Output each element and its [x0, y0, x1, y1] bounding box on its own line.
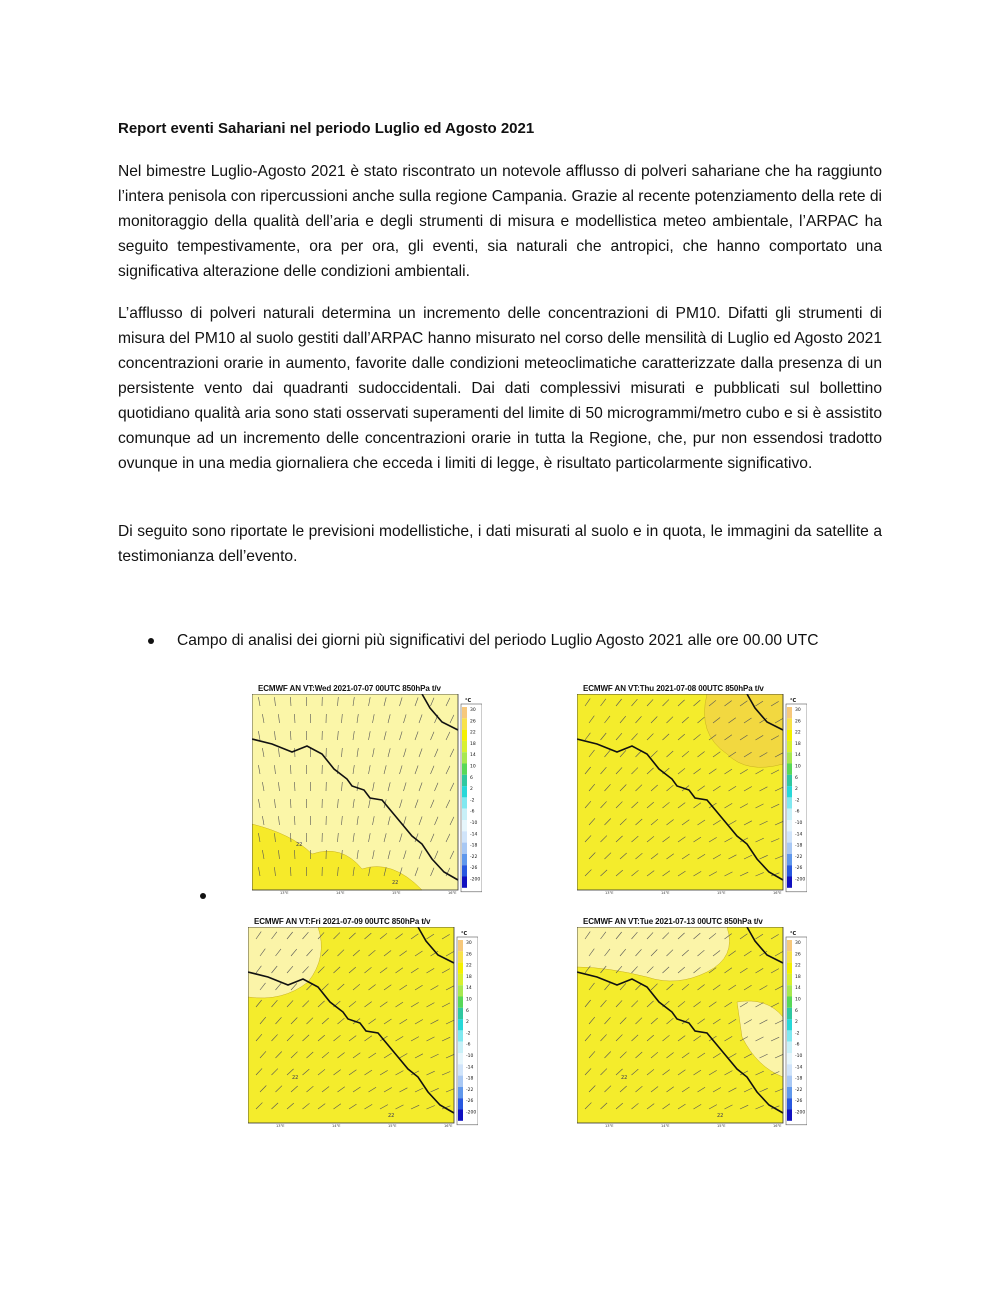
axis-tick-label: 14°E: [661, 891, 670, 894]
legend-tick: -10: [795, 821, 803, 826]
legend-tick: 14: [795, 753, 801, 759]
legend-tick: -2: [470, 798, 475, 804]
legend-unit: °C: [790, 931, 797, 937]
legend-tick: -200: [795, 1110, 806, 1116]
legend-tick: 14: [466, 986, 472, 992]
contour-label: 22: [388, 1113, 395, 1119]
map-panel-2: [577, 684, 817, 902]
paragraph-2: L’afflusso di polveri naturali determina un incremento delle concentrazioni di PM10. Difatti gli strumenti di misura del PM10 al suolo gestiti dall’ARPAC hanno misurato nel corso delle mensilità di Luglio ed Agosto 2021 concentrazioni orarie in aumento, favorite dalle condizioni meteoclimatiche caratterizzate dalla presenza di un persistente vento dai quadranti sudoccidentali. Dai dati complessivi misurati e pubblicati sul bollettino quotidiano qualità aria sono stati osservati superamenti del limite di 50 microgrammi/metro cubo e si è assistito comunque ad un incremento delle concentrazioni orarie in tutta la Regione, che, pur non essendosi tradotto ovunque in una media giornaliera che ecceda i limiti di legge, è risultato particolarmente significativo.: [118, 305, 882, 472]
contour-label: 22: [296, 842, 303, 848]
weather-map: [577, 694, 807, 894]
axis-tick-label: 13°E: [605, 1124, 614, 1127]
legend-unit: °C: [790, 698, 797, 704]
legend-tick: -6: [795, 809, 800, 815]
legend-tick: -6: [466, 1042, 471, 1048]
legend-tick: 10: [466, 997, 472, 1003]
legend-tick: -22: [470, 854, 478, 860]
legend-tick: 2: [795, 787, 798, 793]
legend-tick: 6: [466, 1008, 469, 1014]
map-panel-3: [248, 917, 488, 1135]
contour-label: 22: [621, 1075, 628, 1081]
bullet-dot: [148, 638, 154, 644]
legend-tick: -22: [795, 854, 803, 860]
axis-tick-label: 16°E: [444, 1124, 453, 1127]
legend-unit: °C: [461, 931, 468, 937]
legend-tick: -14: [795, 1065, 803, 1071]
color-legend: [457, 931, 478, 1125]
legend-tick: -6: [470, 809, 475, 815]
color-legend: [786, 698, 807, 892]
legend-tick: -200: [466, 1110, 477, 1116]
axis-tick-label: 13°E: [605, 891, 614, 894]
legend-tick: 22: [470, 730, 476, 736]
legend-tick: -2: [795, 798, 800, 804]
legend-tick: 22: [466, 963, 472, 969]
legend-tick: 10: [795, 997, 801, 1003]
legend-tick: 2: [795, 1020, 798, 1026]
axis-tick-label: 13°E: [276, 1124, 285, 1127]
legend-tick: -26: [466, 1099, 474, 1105]
legend-tick: 30: [466, 941, 472, 946]
legend-tick: 22: [795, 963, 801, 969]
paragraph-3: Di seguito sono riportate le previsioni modellistiche, i dati misurati al suolo e in quota, le immagini da satellite a testimonianza dell’evento.: [118, 523, 882, 565]
map-title: ECMWF AN VT:Fri 2021-07-09 00UTC 850hPa t/v: [254, 917, 431, 926]
legend-tick: -18: [466, 1076, 474, 1082]
legend-tick: -18: [795, 1076, 803, 1082]
axis-tick-label: 14°E: [336, 891, 345, 894]
legend-tick: 6: [795, 1008, 798, 1014]
axis-tick-label: 15°E: [717, 1124, 726, 1127]
map-title: ECMWF AN VT:Thu 2021-07-08 00UTC 850hPa t/v: [583, 684, 764, 693]
contour-label: 22: [717, 1113, 724, 1119]
legend-tick: 26: [795, 952, 801, 958]
legend-tick: -14: [795, 832, 803, 838]
legend-tick: -26: [470, 866, 478, 872]
legend-unit: °C: [465, 698, 472, 704]
contour-label: 22: [292, 1075, 299, 1081]
legend-tick: 14: [795, 986, 801, 992]
axis-tick-label: 14°E: [661, 1124, 670, 1127]
map-area: [252, 694, 458, 890]
contour-label: 22: [392, 880, 399, 886]
axis-tick-label: 16°E: [448, 891, 457, 894]
axis-tick-label: 15°E: [717, 891, 726, 894]
weather-map: [252, 694, 482, 894]
bullet-text: Campo di analisi dei giorni più significativi del periodo Luglio Agosto 2021 alle ore 00.00 UTC: [177, 632, 819, 649]
legend-tick: 6: [795, 775, 798, 781]
legend-tick: 2: [470, 787, 473, 793]
map-area: [577, 694, 783, 890]
legend-tick: 30: [795, 708, 801, 713]
legend-tick: 2: [466, 1020, 469, 1026]
axis-tick-label: 15°E: [392, 891, 401, 894]
legend-tick: -200: [470, 877, 481, 883]
legend-tick: 22: [795, 730, 801, 736]
legend-tick: 30: [795, 941, 801, 946]
map-title: ECMWF AN VT:Wed 2021-07-07 00UTC 850hPa t/v: [258, 684, 441, 693]
weather-map: [577, 927, 807, 1127]
legend-tick: 6: [470, 775, 473, 781]
legend-tick: -22: [466, 1087, 474, 1093]
map-title: ECMWF AN VT:Tue 2021-07-13 00UTC 850hPa t/v: [583, 917, 763, 926]
legend-tick: -22: [795, 1087, 803, 1093]
legend-tick: -10: [470, 821, 478, 826]
empty-bullet-dot: [200, 893, 206, 899]
legend-tick: 10: [470, 764, 476, 770]
legend-tick: 30: [470, 708, 476, 713]
weather-map: [248, 927, 478, 1127]
map-area: [248, 927, 454, 1123]
color-legend: [786, 931, 807, 1125]
legend-tick: -10: [795, 1054, 803, 1059]
legend-tick: -14: [470, 832, 478, 838]
legend-tick: 14: [470, 753, 476, 759]
paragraph-1: Nel bimestre Luglio-Agosto 2021 è stato riscontrato un notevole afflusso di polveri sahariane che ha raggiunto l’intera penisola con ripercussioni anche sulla regione Campania. Grazie al recente potenziamento della rete di monitoraggio della qualità dell’aria e degli strumenti di misura e modellistica meteo ambientale, l’ARPAC ha seguito tempestivamente, ora per ora, gli eventi, sia naturali che antropici, che hanno comportato una significativa alterazione delle condizioni ambientali.: [118, 163, 882, 280]
legend-tick: -26: [795, 1099, 803, 1105]
legend-tick: 26: [466, 952, 472, 958]
legend-tick: -10: [466, 1054, 474, 1059]
map-panel-1: [252, 684, 492, 902]
legend-tick: 18: [795, 741, 801, 747]
legend-tick: 18: [470, 741, 476, 747]
legend-tick: -2: [466, 1031, 471, 1037]
legend-tick: -200: [795, 877, 806, 883]
axis-tick-label: 16°E: [773, 1124, 782, 1127]
color-legend: [461, 698, 482, 892]
axis-tick-label: 14°E: [332, 1124, 341, 1127]
legend-tick: -2: [795, 1031, 800, 1037]
map-area: [577, 927, 783, 1123]
map-panel-4: [577, 917, 817, 1135]
legend-tick: 26: [795, 719, 801, 725]
legend-tick: 18: [795, 974, 801, 980]
axis-tick-label: 13°E: [280, 891, 289, 894]
legend-tick: -14: [466, 1065, 474, 1071]
legend-tick: -26: [795, 866, 803, 872]
document-title: Report eventi Sahariani nel periodo Luglio ed Agosto 2021: [118, 120, 535, 137]
axis-tick-label: 15°E: [388, 1124, 397, 1127]
legend-tick: 10: [795, 764, 801, 770]
legend-tick: -18: [470, 843, 478, 849]
axis-tick-label: 16°E: [773, 891, 782, 894]
legend-tick: -18: [795, 843, 803, 849]
legend-tick: 26: [470, 719, 476, 725]
legend-tick: -6: [795, 1042, 800, 1048]
legend-tick: 18: [466, 974, 472, 980]
